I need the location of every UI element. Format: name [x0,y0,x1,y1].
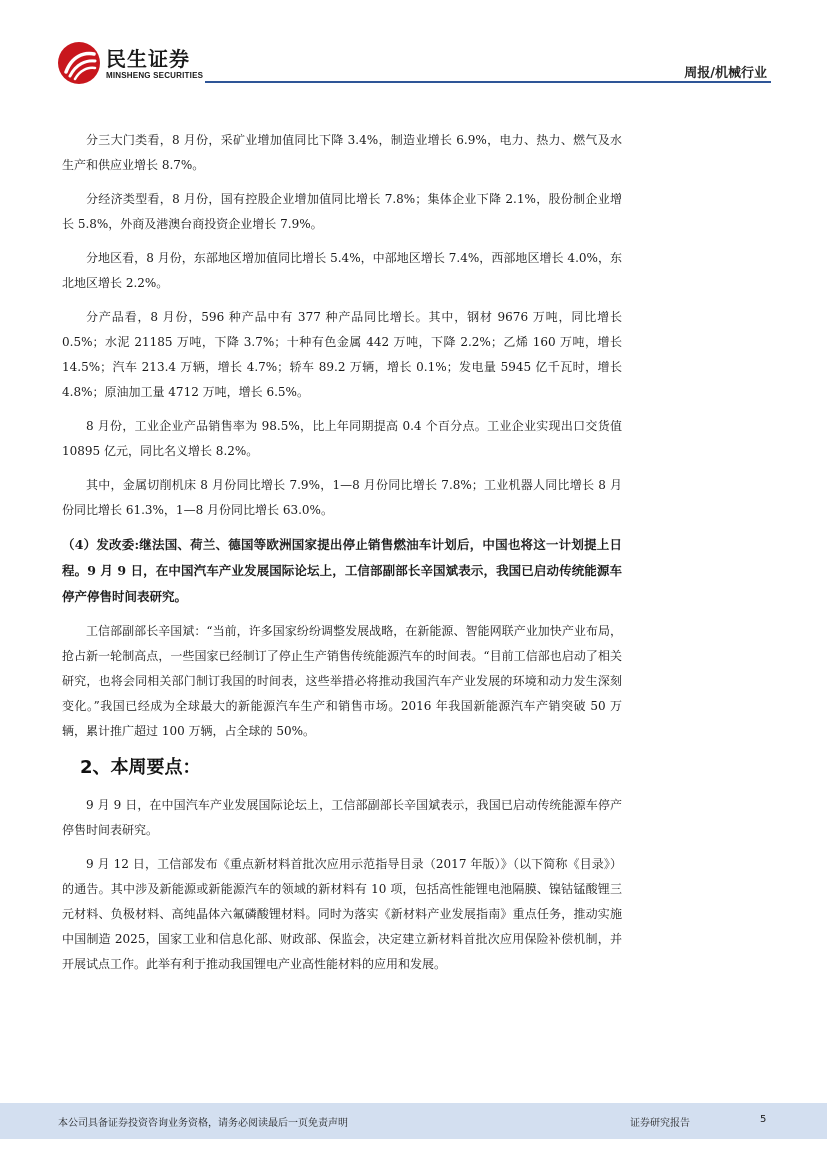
brand-name-en: MINSHENG SECURITIES [106,71,204,80]
paragraph-by-product: 分产品看，8 月份，596 种产品中有 377 种产品同比增长。其中，钢材 9676 万吨，同比增长 0.5%；水泥 21185 万吨，下降 3.7%；十种有色金属 442 万吨，下降 2.2%；乙烯 160 万吨，增长 14.5%；汽车 213.4 万辆，增长 4.7%；轿车 89.2 万辆，增长 0.1%；发电量 5945 亿千瓦时，增长 4.8%；原油加工量 4712 万吨，增长 6.5%。 [62,310,622,399]
paragraph-by-ownership: 分经济类型看，8 月份，国有控股企业增加值同比增长 7.8%；集体企业下降 2.1%，股份制企业增长 5.8%，外商及港澳台商投资企业增长 7.9%。 [62,192,622,231]
minsheng-logo-icon [58,42,100,84]
ndrc-lead-label: （4）发改委: [62,537,140,552]
footer-doc-type: 证券研究报告 [630,1118,690,1129]
paragraph-miit-quote: 工信部副部长辛国斌：“当前，许多国家纷纷调整发展战略，在新能源、智能网联产业加快产业布局，抢占新一轮制高点，一些国家已经制订了停止生产销售传统能源汽车的时间表。“目前工信部也启动了相关研究，也将会同相关部门制订我国的时间表，这些举措必将推动我国汽车产业发展的环境和动力发生深刻变化。”我国已经成为全球最大的新能源汽车生产和销售市场。2016 年我国新能源汽车产销突破 50 万辆，累计推广超过 100 万辆，占全球的 50%。 [62,624,622,738]
section-title-weekly-highlights: 2、本周要点： [80,757,201,778]
page-footer [0,1103,827,1139]
header-divider [205,81,771,83]
paragraph-highlight-2: 9 月 12 日，工信部发布《重点新材料首批次应用示范指导目录（2017 年版）》（以下简称《目录》）的通告。其中涉及新能源或新能源汽车的领域的新材料有 10 项，包括高性能锂电池隔膜、镍钴锰酸锂三元材料、负极材料、高纯晶体六氟磷酸锂材料。同时为落实《新材料产业发展指南》重点任务，推动实施中国制造 2025，国家工业和信息化部、财政部、保监会，决定建立新材料首批次应用保险补偿机制，并开展试点工作。此举有利于推动我国锂电产业高性能材料的应用和发展。 [62,857,622,971]
report-body [62,128,622,986]
report-type-label: 周报/机械行业 [684,66,767,81]
page-header [0,0,827,90]
page-number: 5 [760,1114,767,1125]
paragraph-highlight-1: 9 月 9 日，在中国汽车产业发展国际论坛上，工信部副部长辛国斌表示，我国已启动传统能源车停产停售时间表研究。 [62,798,622,837]
paragraph-sales-rate: 8 月份，工业企业产品销售率为 98.5%，比上年同期提高 0.4 个百分点。工业企业实现出口交货值 10895 亿元，同比名义增长 8.2%。 [62,419,622,458]
ndrc-text: 继法国、荷兰、德国等欧洲国家提出停止销售燃油车计划后，中国也将这一计划提上日程。9 月 9 日，在中国汽车产业发展国际论坛上，工信部副部长辛国斌表示，我国已启动传统能源车停产停售时间表研究。 [62,537,623,604]
paragraph-machine-tools: 其中，金属切削机床 8 月份同比增长 7.9%，1—8 月份同比增长 7.8%；工业机器人同比增长 8 月份同比增长 61.3%，1—8 月份同比增长 63.0%。 [62,478,622,517]
paragraph-ndrc [62,532,622,610]
paragraph-by-sector: 分三大门类看，8 月份，采矿业增加值同比下降 3.4%，制造业增长 6.9%，电力、热力、燃气及水生产和供应业增长 8.7%。 [62,133,622,172]
brand-name-cn: 民生证券 [106,47,190,71]
paragraph-by-region: 分地区看，8 月份，东部地区增加值同比增长 5.4%，中部地区增长 7.4%，西部地区增长 4.0%，东北地区增长 2.2%。 [62,251,622,290]
footer-disclaimer: 本公司具备证券投资咨询业务资格，请务必阅读最后一页免责声明 [58,1118,348,1129]
